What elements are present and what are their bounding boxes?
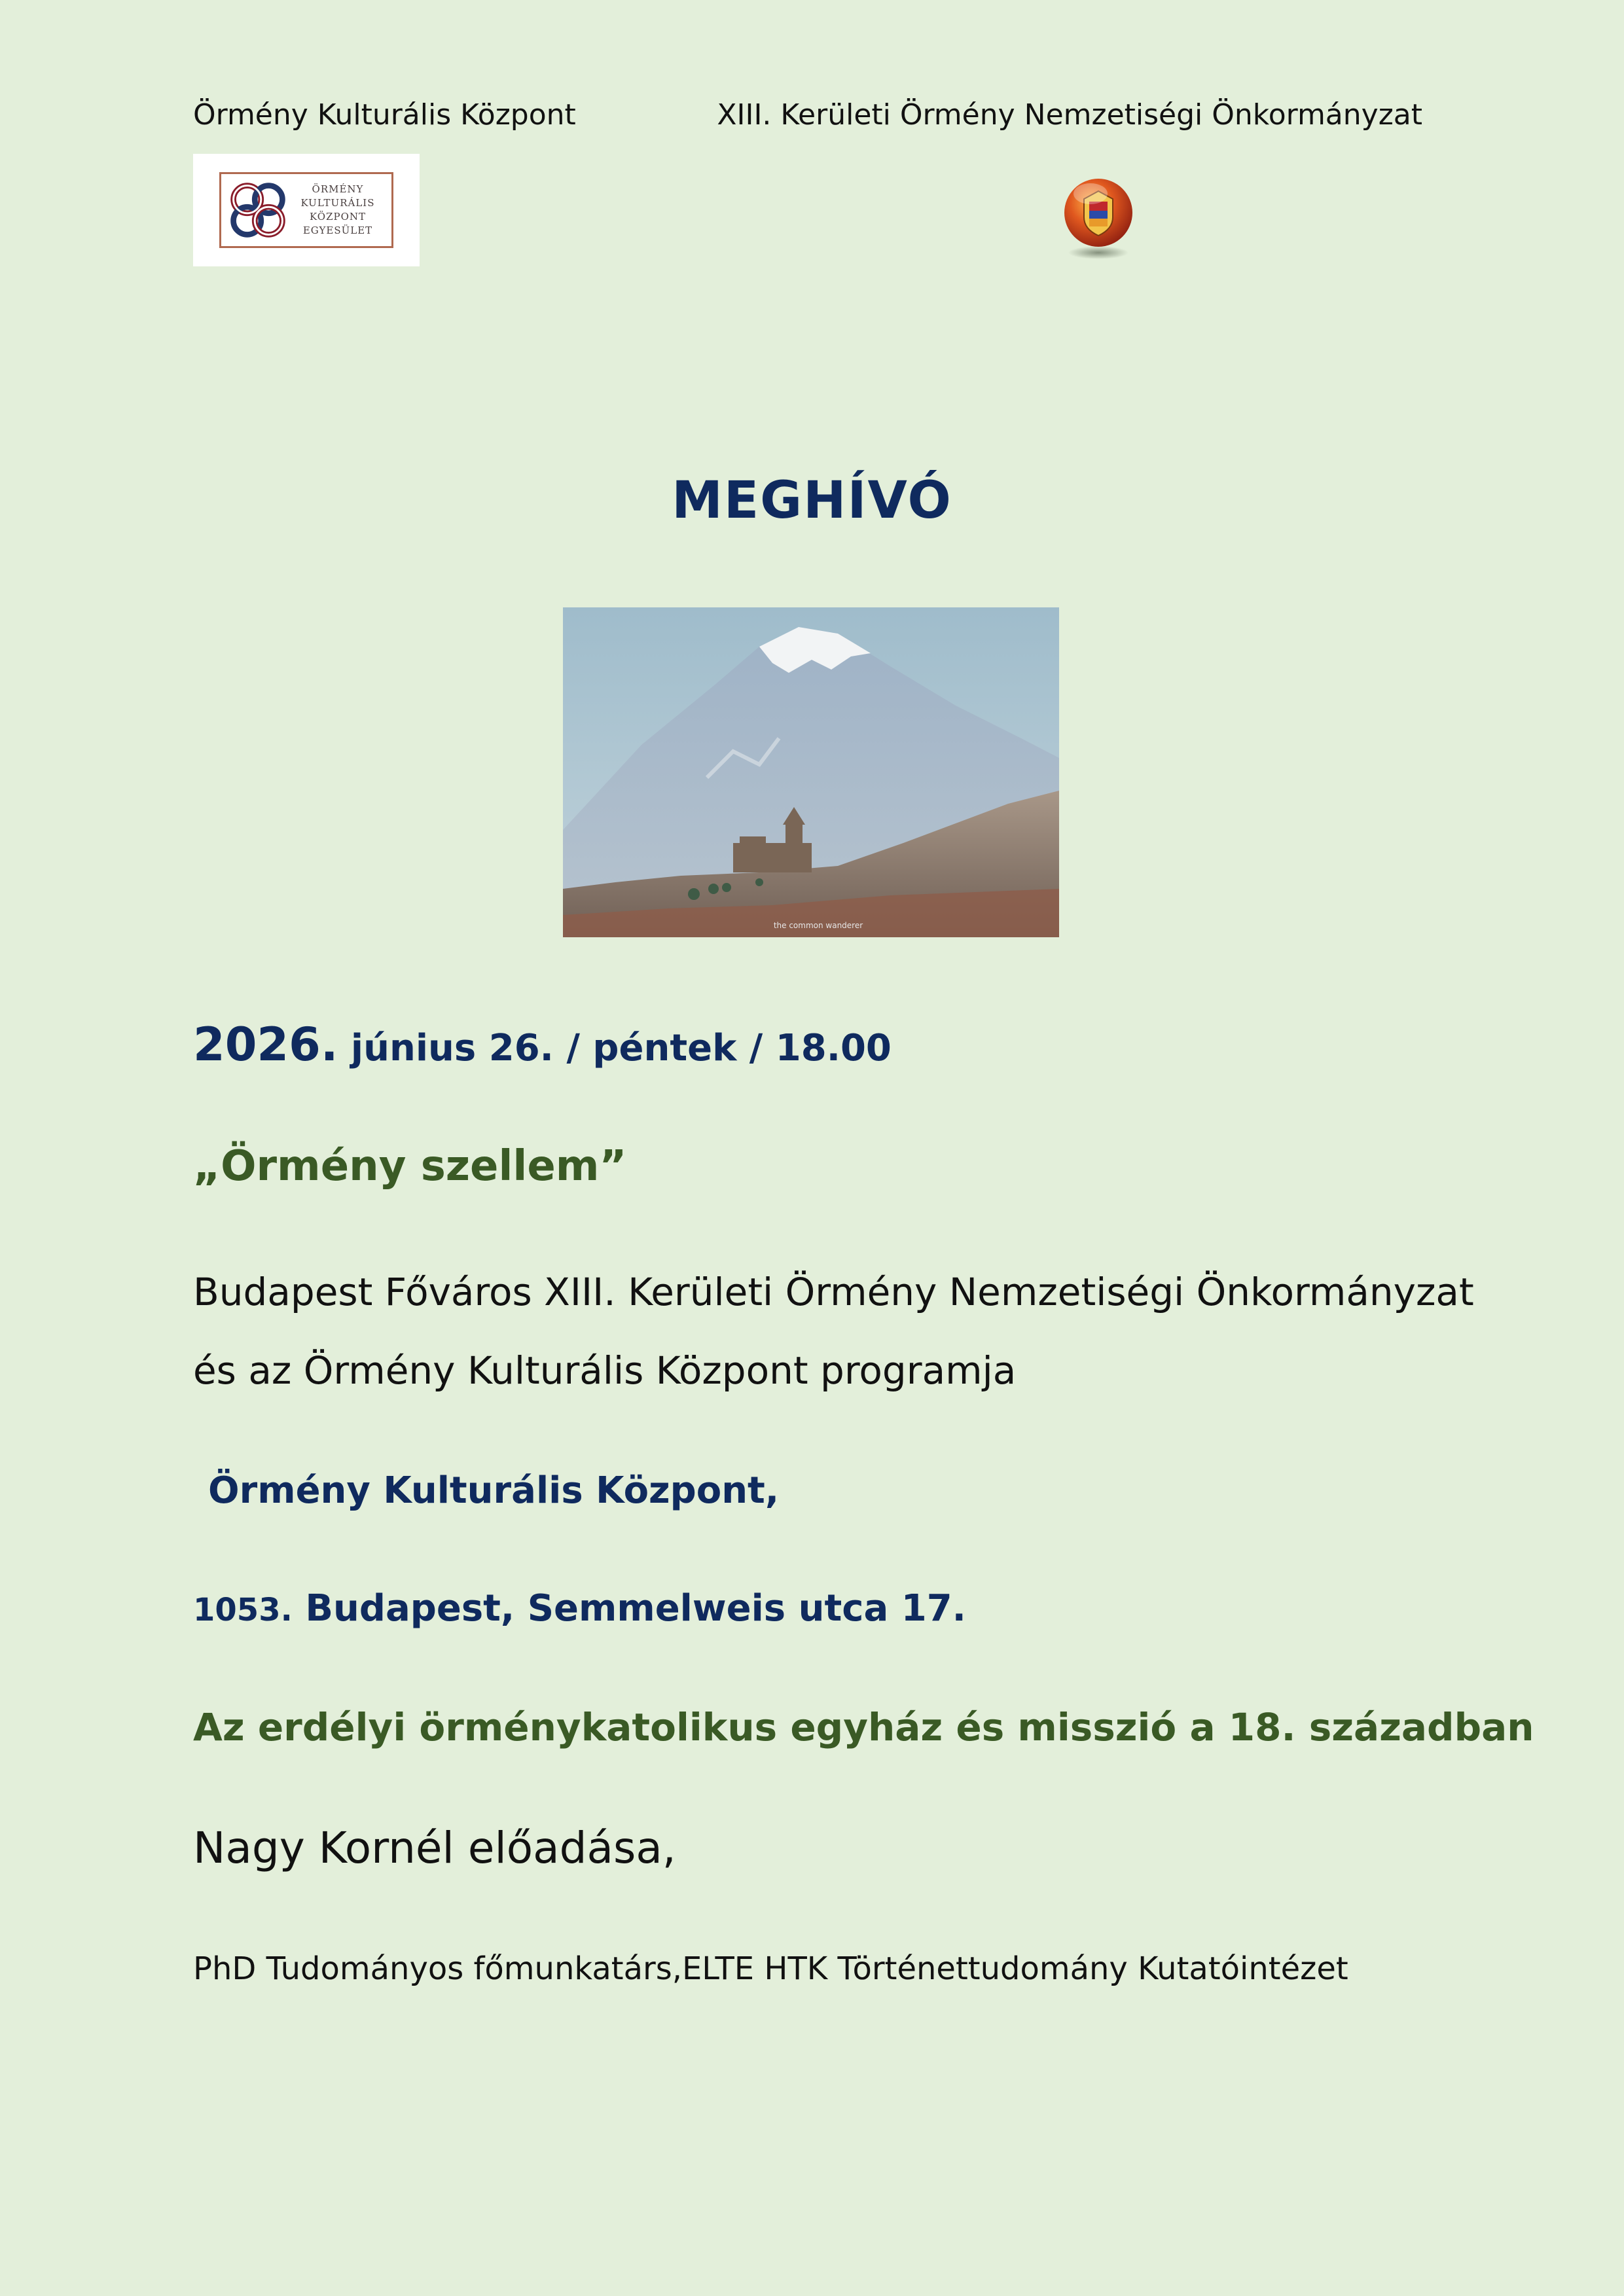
cultural-center-logo <box>193 154 420 266</box>
logo-frame <box>219 172 393 248</box>
mountain-monastery-photo <box>563 607 1059 937</box>
invitation-title: MEGHÍVÓ <box>672 471 952 530</box>
logo-text-line: KULTURÁLIS <box>300 197 375 209</box>
lecture-title: Az erdélyi örménykatolikus egyház és misszió a 18. században <box>193 1705 1534 1749</box>
street-address: Budapest, Semmelweis utca 17. <box>292 1587 966 1630</box>
event-date <box>193 1018 892 1071</box>
logo-text-line: EGYESÜLET <box>302 224 373 236</box>
header-left-org: Örmény Kulturális Központ <box>193 98 576 132</box>
organizer-line-1: Budapest Főváros XIII. Kerületi Örmény Nemzetiségi Önkormányzat <box>193 1270 1474 1314</box>
armenian-coat-of-arms-icon <box>1060 177 1136 262</box>
postal-code: 1053. <box>193 1592 293 1628</box>
header-right-org: XIII. Kerületi Örmény Nemzetiségi Önkormányzat <box>717 98 1422 132</box>
speaker-name: Nagy Kornél előadása, <box>193 1823 676 1873</box>
speaker-affiliation: PhD Tudományos főmunkatárs,ELTE HTK Történettudomány Kutatóintézet <box>193 1950 1348 1987</box>
venue-address <box>193 1587 966 1630</box>
logo-text-line: ÖRMÉNY <box>312 183 364 195</box>
event-title-quote: „Örmény szellem” <box>193 1142 627 1191</box>
photo-caption: the common wanderer <box>773 921 863 930</box>
event-date-rest: június 26. / péntek / 18.00 <box>338 1027 892 1069</box>
logo-text <box>289 183 386 238</box>
event-year: 2026. <box>193 1018 338 1071</box>
venue-name: Örmény Kulturális Központ, <box>208 1469 780 1512</box>
knot-icon <box>226 179 289 242</box>
logo-text-line: KÖZPONT <box>309 211 367 223</box>
organizer-line-2: és az Örmény Kulturális Központ programja <box>193 1348 1017 1393</box>
